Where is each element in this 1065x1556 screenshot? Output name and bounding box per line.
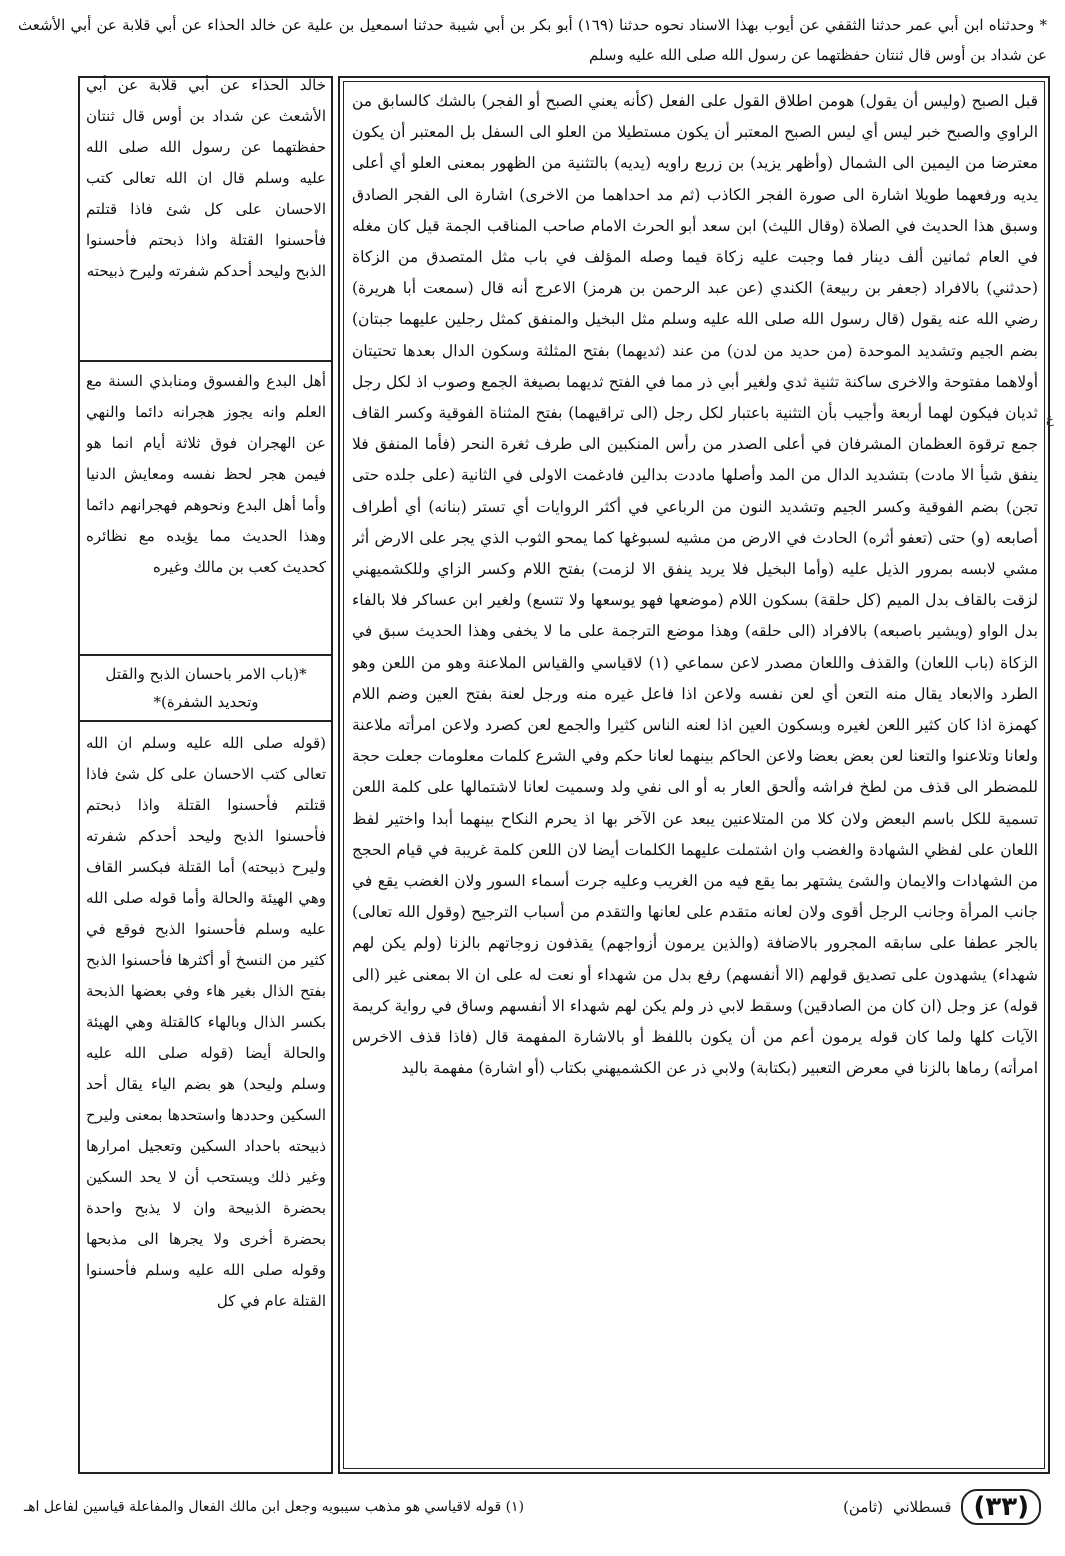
running-header: * وحدثناه ابن أبي عمر حدثنا الثقفي عن أيوب بهذا الاسناد نحوه حدثنا (١٦٩) أبو بكر بن أبي شيبة حدثنا اسمعيل بن علية عن خالد الحذاء عن أبي قلابة عن أبي الأشعث عن شداد بن أوس قال ثنتان حفظتهما عن رسول الله صلى الله عليه وسلم <box>18 16 1047 64</box>
side-commentary-continued: أهل البدع والفسوق ومنابذي السنة مع العلم وانه يجوز هجرانه دائما والنهي عن الهجران فوق ثلاثة أيام انما هو فيمن هجر لحظ نفسه ومعايش الدنيا وأما أهل البدع ونحوهم فهجرانهم دائما وهذا الحديث مما يؤيده مع نظائره كحديث كعب بن مالك وغيره <box>86 372 326 576</box>
main-commentary-text <box>352 86 1038 1468</box>
footer-book-info <box>843 1489 1041 1525</box>
side-divider-3 <box>80 720 331 722</box>
chapter-title: *(باب الامر باحسان الذبح والقتل وتحديد الشفرة)* <box>105 665 307 711</box>
footer-volume: (ثامن) <box>843 1498 883 1516</box>
footer-book-title: قسطلاني <box>892 1498 952 1516</box>
side-hadith-text: خالد الحذاء عن أبي قلابة عن أبي الأشعث عن شداد بن أوس قال ثنتان حفظتهما عن رسول الله صلى الله عليه وسلم قال ان الله تعالى كتب الاحسان على كل شئ فاذا قتلتم فأحسنوا القتلة واذا ذبحتم فأحسنوا الذبح وليحد أحدكم شفرته وليرح ذبيحته <box>86 76 326 280</box>
page-number: (٣٣) <box>961 1489 1041 1525</box>
footnote: (١) قوله لاقياسي هو مذهب سيبويه وجعل ابن مالك الفعال والمفاعلة قياسين لفاعل اهـ <box>24 1499 525 1515</box>
page-footer <box>24 1490 1041 1524</box>
margin-mark: ع <box>1046 412 1054 427</box>
side-nawawi-commentary: (قوله صلى الله عليه وسلم ان الله تعالى كتب الاحسان على كل شئ فاذا قتلتم فأحسنوا القتلة واذا ذبحتم فأحسنوا الذبح وليحد أحدكم شفرته وليرح ذبيحته) أما القتلة فبكسر القاف وهي الهيئة والحالة وأما قوله صلى الله عليه وسلم فأحسنوا الذبح فوقع في كثير من النسخ أو أكثرها فأحسنوا الذبح بفتح الذال بغير هاء وفي بعضها الذبحة بكسر الذال وبالهاء كالقتلة وهي الهيئة والحالة أيضا (قوله صلى الله عليه وسلم وليحد) هو بضم الياء يقال أحد السكين وحددها واستحدها بمعنى وليرح ذبيحته باحداد السكين وتعجيل امرارها وغير ذلك ويستحب أن لا يحد السكين بحضرة الذبيحة وان لا يذبح واحدة بحضرة أخرى ولا يجرها الى مذبحها وقوله صلى الله عليه وسلم فأحسنوا القتلة عام في كل <box>86 734 326 1310</box>
side-divider-2 <box>80 654 331 656</box>
side-divider-1 <box>80 360 331 362</box>
main-paragraph: قبل الصبح (وليس أن يقول) هومن اطلاق القول على الفعل (كأنه يعني الصبح أو الفجر) بالشك كالسابق من الراوي والصبح خبر ليس أي ليس الصبح المعتبر أن يكون مستطيلا من العلو الى السفل بل المعتبر أن يكون معترضا من اليمين الى الشمال (وأظهر يزيد) بن زريع راويه (يديه) بالتثنية من الظهور بمعنى العلو أي أعلى يديه ورفعهما طويلا اشارة الى صورة الفجر الكاذب (ثم مد احداهما من الاخرى) اشارة الى الفجر الصادق وسبق هذا الحديث في الصلاة (وقال الليث) ابن سعد أبو الحرث الامام صاحب المناقب الجمة قيل كان مغله في العام ثمانين ألف دينار فما وجبت عليه زكاة فيما وصله المؤلف في باب مثل المتصدق من الزكاة (حدثني) بالافراد (جعفر بن ربيعة) الكندي (عن عبد الرحمن بن هرمز) الاعرج أنه قال (سمعت أبا هريرة) رضي الله عنه يقول (قال رسول الله صلى الله عليه وسلم مثل البخيل والمنفق كمثل رجلين عليهما جبتان) بضم الجيم وتشديد الموحدة (من حديد من لدن) من عند (ثديهما) بفتح المثلثة وسكون الدال بعدها تحتيتان أولاهما مفتوحة والاخرى ساكنة تثنية ثدي ولغير أبي ذر مما في الفتح ثديهما بصيغة الجمع وصوب اذ لكل رجل ثديان فيكون لهما أربعة وأجيب بأن التثنية باعتبار لكل رجل (الى تراقيهما) بفتح المثناة الفوقية وكسر القاف جمع ترقوة العظمان المشرفان في أعلى الصدر من رأس المنكبين الى طرف ثغرة النحر (فأما المنفق فلا ينفق شيأ الا مادت) بتشديد الدال من المد وأصلها ماددت بدالين فادغمت الاولى في الثانية (على جلده حتى تجن) بضم الفوقية وكسر الجيم وتشديد النون من الرباعي في أكثر الروايات أي تستر (بنانه) أي أطراف أصابعه (و) حتى (تعفو أثره) الحادث في الارض من مشيه لسبوغها كما يمحو الثوب الذي يجر على الارض أثر مشي لابسه بمرور الذيل عليه (وأما البخيل فلا يريد ينفق الا لزمت) بفتح اللام وكسر الزاي وللكشميهني لزقت بالقاف بدل الميم (كل حلقة) بسكون اللام (موضعها فهو يوسعها ولا تتسع) ولغير ابن عساكر فلا بالفاء بدل الواو (ويشير باصبعه) بالافراد (الى حلقه) وهذا موضع الترجمة على ما لا يخفى وهذا الحديث سبق في الزكاة (باب اللعان) والقذف واللعان مصدر لاعن سماعي (١) لاقياسي والقياس الملاعنة وهو من اللعن وهو الطرد والابعاد يقال منه التعن أي لعن نفسه ولاعن اذا فاعل غيره منه ورجل لعنة بفتح العين وضم اللام كهمزة اذا كان كثير اللعن لغيره وبسكون العين اذا لعنه الناس كثيرا والجمع لعن كصرد ولاعن امرأته ملاعنة ولعانا وتلاعنوا والتعنا لعن بعض بعضا ولاعن الحاكم بينهما لعانا حكم وفي الشرع كلمات معلومات جعلت حجة للمضطر الى قذف من لطخ فراشه وألحق العار به أو الى نفي ولد وسميت لعانا لاشتمالها على كلمة اللعن تسمية للكل باسم البعض ولان كلا من المتلاعنين يبعد عن الآخر بها اذ يحرم النكاح بينهما أبدا واختير لفظ اللعان على لفظي الشهادة والغضب وان اشتملت عليهما الكلمات أيضا لان اللعن كلمة غريبة في قيام الحجج من الشهادات والايمان والشئ يشتهر بما يقع فيه من الغريب وعليه جرت أسماء السور ولان الغضب يقع في جانب المرأة وجانب الرجل أقوى ولان لعانه متقدم على لعانها والتقدم من أسباب الترجيح (وقول الله تعالى) بالجر عطفا على سابقه المجرور بالاضافة (والذين يرمون أزواجهم) يقذفون زوجاتهم بالزنا (ولم يكن لهم شهداء) يشهدون على تصديق قولهم (الا أنفسهم) رفع بدل من شهداء أو نعت له على ان الا بمعنى غير (الى قوله) عز وجل (ان كان من الصادقين) وسقط لابي ذر ولم يكن لهم شهداء الا أنفسهم وساق في رواية كريمة الآيات كلها ولما كان قوله يرمون أعم من أن يكون باللفظ أو بالاشارة المفهمة قال (فاذا قذف الاخرس امرأته) رماها بالزنا في معرض التعبير (بكتابة) ولابي ذر عن الكشميهني بكتاب (أو اشارة) مفهمة باليد <box>352 92 1038 1078</box>
